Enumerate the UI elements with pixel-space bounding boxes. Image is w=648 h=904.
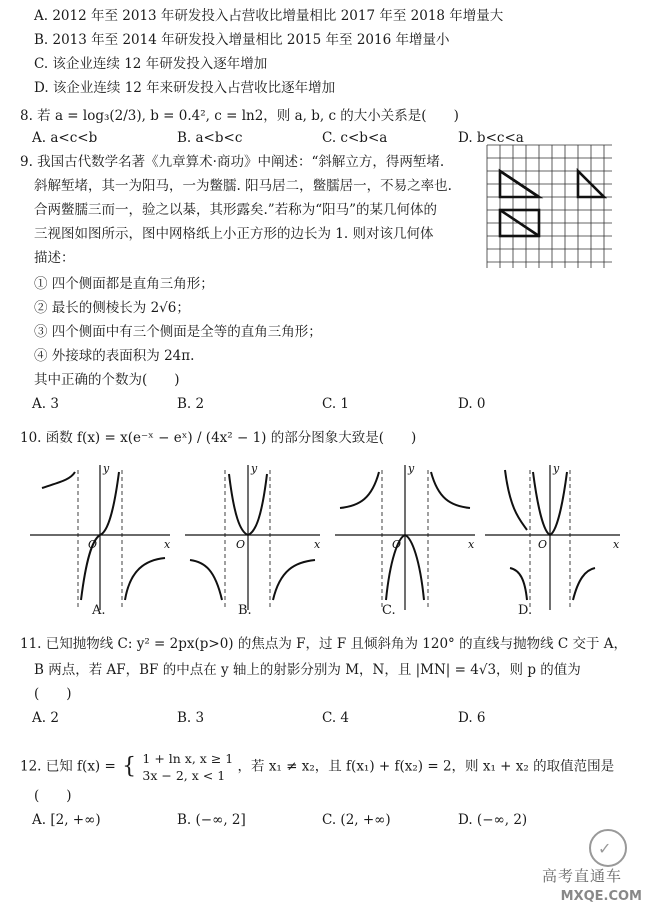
graph-d-origin: O [538, 538, 548, 551]
q10-stem: 10. 函数 f(x) = x(e⁻ˣ − eˣ) / (4x² − 1) 的部分图象大致是( ) [20, 430, 417, 446]
q9-option-a: A. 3 [32, 396, 59, 412]
q11-option-b: B. 3 [177, 710, 205, 726]
q12-stem [20, 750, 614, 784]
q8-option-c: C. c<b<a [322, 130, 388, 146]
q9-stem-line-1: 9. 我国古代数学名著《九章算术·商功》中阐述：“斜解立方，得两堑堵. [20, 154, 445, 170]
watermark-stamp-icon [448, 820, 648, 890]
q11-stem-line-1: 11. 已知抛物线 C: y² = 2px(p>0) 的焦点为 F，过 F 且倾斜角为 120° 的直线与抛物线 C 交于 A， [20, 636, 628, 652]
watermark-main-text: 高考直通车 [541, 867, 622, 885]
graph-b [185, 465, 320, 610]
q11-stem-line-3: ( ) [34, 686, 72, 702]
q11-option-a: A. 2 [32, 710, 59, 726]
graph-b-label: B. [238, 603, 252, 618]
q9-option-d: D. 0 [458, 396, 486, 412]
q9-stem-line-3: 合两鳖臑三而一，验之以棊，其形露矣.”若称为“阳马”的某几何体的 [34, 202, 437, 218]
graph-d-x-label: x [613, 538, 620, 551]
q9-option-b: B. 2 [177, 396, 205, 412]
graph-b-y-label: y [251, 462, 258, 475]
watermark-site-text: MXQE.COM [560, 889, 642, 904]
q12-paren: ( ) [34, 788, 72, 804]
three-view-figure [482, 140, 617, 270]
q11-option-c: C. 4 [322, 710, 350, 726]
q11-stem-line-2: B 两点，若 AF，BF 的中点在 y 轴上的射影分别为 M，N，且 |MN| = 4√3，则 p 的值为 [34, 662, 581, 678]
q9-stem-line-2: 斜解堑堵，其一为阳马，一为鳖臑. 阳马居二，鳖臑居一，不易之率也. [34, 178, 452, 194]
graph-b-origin: O [236, 538, 246, 551]
q12-option-d: D. (−∞, 2) [458, 812, 528, 828]
q11-option-d: D. 6 [458, 710, 486, 726]
q12-prefix: 12. 已知 f(x) = [20, 758, 116, 775]
graph-c-x-label: x [468, 538, 475, 551]
graph-b-x-label: x [314, 538, 321, 551]
q7-option-b: B. 2013 年至 2014 年研发投入增量相比 2015 年至 2016 年增量小 [34, 32, 450, 48]
q12-suffix: ，若 x₁ ≠ x₂，且 f(x₁) + f(x₂) = 2，则 x₁ + x₂ 的取值范围是 [237, 758, 615, 775]
grid-lines [487, 145, 612, 268]
watermark-stamp-text: ✓ [598, 839, 612, 858]
q9-item-2: ② 最长的侧棱长为 2√6； [34, 300, 190, 316]
graph-a-origin: O [88, 538, 98, 551]
q10-graph-options [20, 460, 630, 620]
q9-stem-line-5: 描述： [34, 250, 75, 266]
q7-option-a: A. 2012 年至 2013 年研发投入占营收比增量相比 2017 年至 2018 年增量大 [34, 8, 504, 24]
graph-d-y-label: y [553, 462, 560, 475]
q12-cases [142, 750, 233, 784]
watermark-logo [448, 820, 648, 904]
q9-ask: 其中正确的个数为( ) [34, 372, 180, 388]
graph-c-label: C. [382, 603, 396, 618]
q9-stem-line-4: 三视图如图所示，图中网格纸上小正方形的边长为 1. 则对该几何体 [34, 226, 434, 242]
q12-option-c: C. (2, +∞) [322, 812, 391, 828]
q8-option-d: D. b<c<a [458, 130, 524, 146]
q12-case-2: 3x − 2, x < 1 [142, 768, 226, 783]
graph-d-label: D. [518, 603, 533, 618]
q8-option-a: A. a<c<b [32, 130, 98, 146]
q9-item-3: ③ 四个侧面中有三个侧面是全等的直角三角形； [34, 324, 322, 340]
q9-item-1: ① 四个侧面都是直角三角形； [34, 276, 214, 292]
q9-options [32, 394, 632, 414]
q12-case-1: 1 + ln x, x ≥ 1 [142, 751, 234, 766]
graph-a [30, 465, 170, 610]
q9-item-4: ④ 外接球的表面积为 24π. [34, 348, 195, 364]
q12-option-a: A. [2, +∞) [32, 812, 101, 828]
graph-c [335, 465, 475, 610]
q9-option-c: C. 1 [322, 396, 350, 412]
graph-d [485, 465, 620, 610]
q8-stem: 8. 若 a = log₃(2/3), b = 0.4², c = ln2，则 a, b, c 的大小关系是( ) [20, 108, 459, 124]
q7-option-d: D. 该企业连续 12 年来研发投入占营收比逐年增加 [34, 80, 336, 96]
graph-c-y-label: y [408, 462, 415, 475]
q11-options [32, 708, 632, 728]
q12-brace: { [122, 754, 137, 779]
graph-a-x-label: x [164, 538, 171, 551]
q12-option-b: B. (−∞, 2] [177, 812, 246, 828]
graph-c-origin: O [392, 538, 402, 551]
q7-option-c: C. 该企业连续 12 年研发投入逐年增加 [34, 56, 268, 72]
graph-a-y-label: y [103, 462, 110, 475]
q8-option-b: B. a<b<c [177, 130, 243, 146]
q12-options [32, 810, 632, 830]
graph-a-label: A. [92, 603, 106, 618]
